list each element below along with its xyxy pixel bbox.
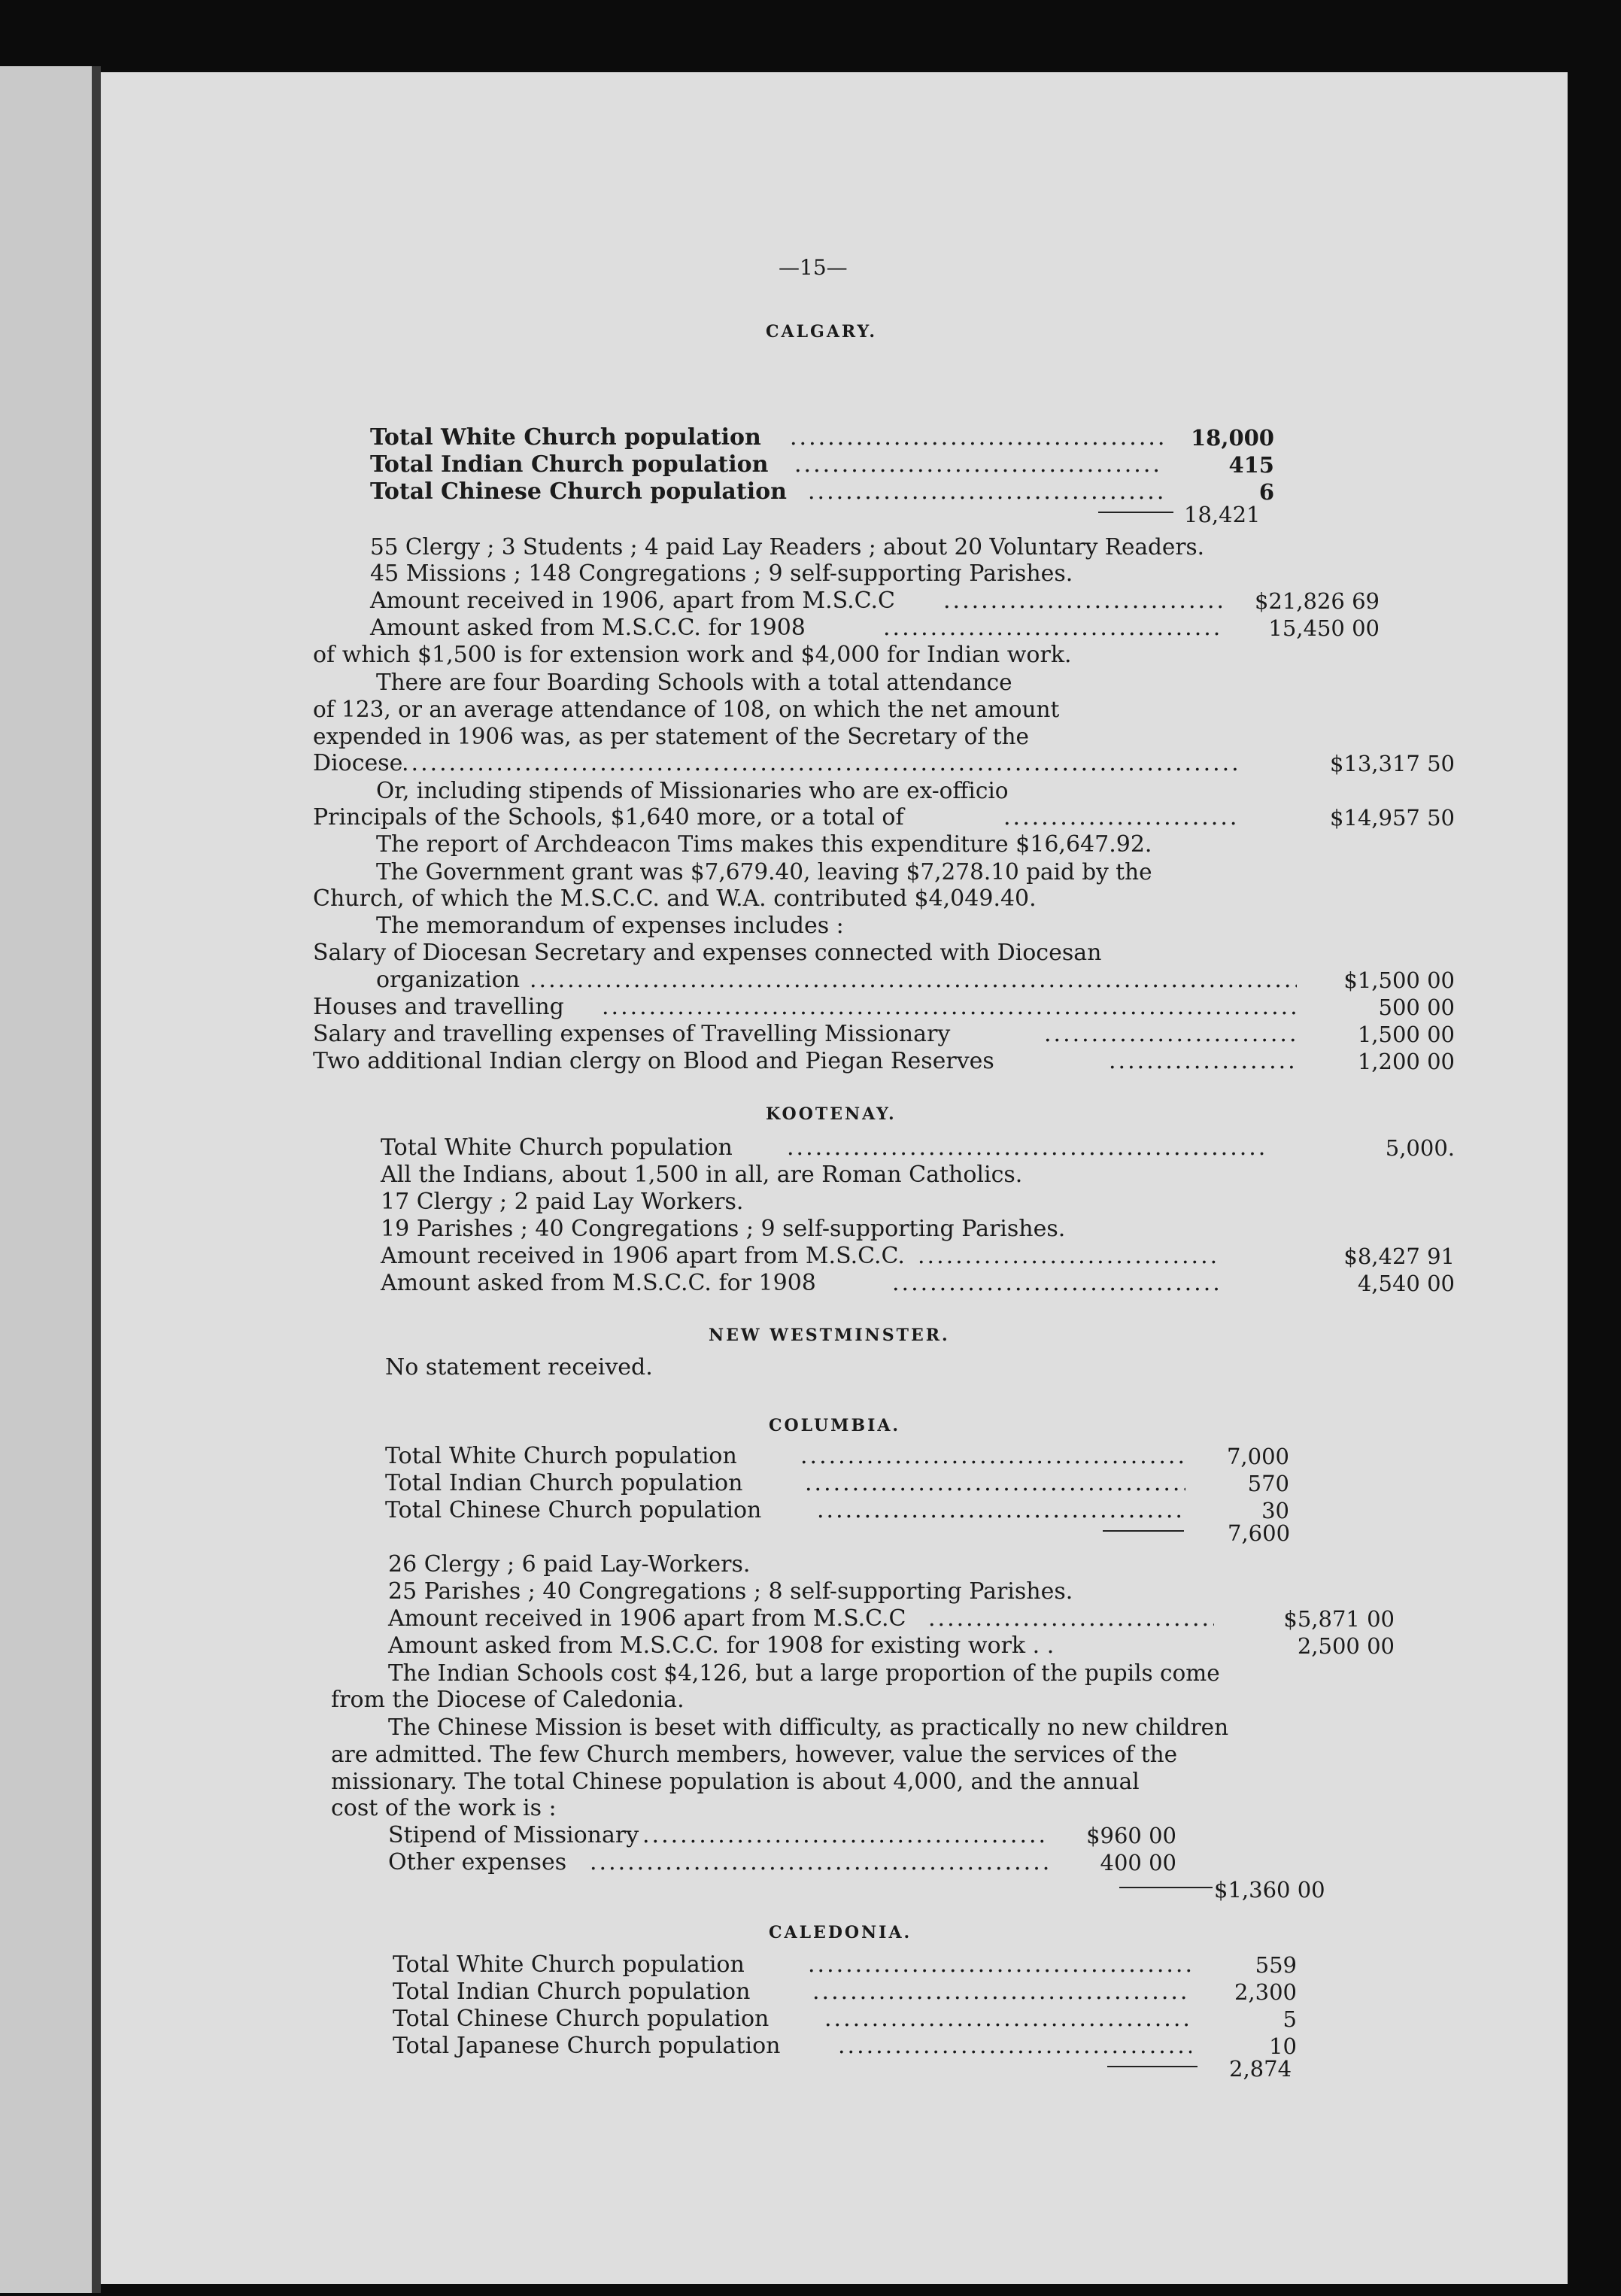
leader-dots — [602, 994, 1297, 1021]
calgary-clergy-line: 55 Clergy ; 3 Students ; 4 paid Lay Readers ; about 20 Voluntary Readers. — [370, 534, 1205, 560]
leader-dots — [1003, 804, 1237, 831]
calgary-stipends-amount: $14,957 50 — [1329, 805, 1455, 831]
caledonia-japanese-value: 10 — [1269, 2033, 1297, 2059]
columbia-chinese-p4: cost of the work is : — [331, 1795, 557, 1821]
calgary-schools-p2: of 123, or an average attendance of 108, on which the net amount — [313, 697, 1060, 722]
columbia-clergy: 26 Clergy ; 6 paid Lay-Workers. — [388, 1551, 751, 1578]
sum-rule — [1119, 1887, 1213, 1888]
calgary-expense-3-amount: 1,500 00 — [1357, 1022, 1455, 1047]
columbia-parishes: 25 Parishes ; 40 Congregations ; 8 self-supporting Parishes. — [388, 1578, 1073, 1605]
sum-rule — [1098, 512, 1173, 513]
kootenay-received-amount: $8,427 91 — [1343, 1244, 1455, 1269]
calgary-memorandum: The memorandum of expenses includes : — [376, 913, 844, 939]
leader-dots — [812, 1979, 1191, 2006]
columbia-asked-amount: 2,500 00 — [1297, 1633, 1395, 1659]
columbia-indian-label: Total Indian Church population — [385, 1470, 743, 1496]
columbia-chinese-value: 30 — [1261, 1498, 1289, 1523]
caledonia-indian-value: 2,300 — [1234, 1979, 1297, 2005]
columbia-asked-label: Amount asked from M.S.C.C. for 1908 for existing work . . — [388, 1632, 1055, 1659]
caledonia-chinese-label: Total Chinese Church population — [393, 2006, 770, 2032]
kootenay-clergy: 17 Clergy ; 2 paid Lay Workers. — [381, 1189, 744, 1215]
calgary-total: 18,421 — [1184, 502, 1261, 527]
calgary-indian-value: 415 — [1228, 452, 1274, 478]
calgary-white-value: 18,000 — [1191, 425, 1274, 451]
calgary-expense-4: Two additional Indian clergy on Blood and Piegan Reserves — [313, 1048, 994, 1074]
facing-page-edge — [0, 66, 92, 2293]
columbia-schools-p2: from the Diocese of Caledonia. — [331, 1687, 685, 1713]
caledonia-japanese-label: Total Japanese Church population — [393, 2033, 781, 2059]
columbia-stipend-label: Stipend of Missionary — [388, 1822, 639, 1848]
calgary-received-label: Amount received in 1906, apart from M.S.C.C — [370, 588, 896, 614]
columbia-other-label: Other expenses — [388, 1849, 567, 1875]
caledonia-indian-label: Total Indian Church population — [393, 1979, 751, 2005]
columbia-total: 7,600 — [1228, 1520, 1291, 1546]
columbia-cost-total: $1,360 00 — [1214, 1877, 1325, 1903]
columbia-chinese-p3: missionary. The total Chinese population is about 4,000, and the annual — [331, 1769, 1140, 1794]
leader-dots — [824, 2006, 1191, 2033]
leader-dots — [530, 967, 1297, 994]
kootenay-asked-label: Amount asked from M.S.C.C. for 1908 — [381, 1270, 816, 1296]
calgary-expense-3: Salary and travelling expenses of Travelling Missionary — [313, 1021, 951, 1047]
calgary-received-amount: $21,826 69 — [1254, 588, 1380, 614]
calgary-expense-2: Houses and travelling — [313, 994, 564, 1020]
calgary-report-line: The report of Archdeacon Tims makes this expenditure $16,647.92. — [376, 831, 1152, 858]
leader-dots — [918, 1243, 1222, 1270]
kootenay-indians: All the Indians, about 1,500 in all, are Roman Catholics. — [381, 1162, 1023, 1188]
calgary-white-label: Total White Church population — [370, 424, 761, 451]
leader-dots — [787, 1134, 1268, 1162]
columbia-white-value: 7,000 — [1226, 1444, 1289, 1469]
calgary-expense-1b: organization — [376, 967, 521, 993]
sum-rule — [1103, 1530, 1184, 1532]
page-number: —15— — [779, 255, 848, 280]
columbia-white-label: Total White Church population — [385, 1443, 737, 1469]
calgary-schools-p1: There are four Boarding Schools with a total attendance — [376, 670, 1012, 695]
columbia-stipend-amount: $960 00 — [1086, 1823, 1176, 1848]
kootenay-received-label: Amount received in 1906 apart from M.S.C.C. — [381, 1243, 905, 1269]
kootenay-white-label: Total White Church population — [381, 1134, 733, 1161]
caledonia-chinese-value: 5 — [1283, 2006, 1297, 2032]
columbia-indian-value: 570 — [1247, 1471, 1289, 1496]
columbia-received-amount: $5,871 00 — [1283, 1606, 1395, 1632]
caledonia-total: 2,874 — [1229, 2056, 1292, 2082]
calgary-government-p1: The Government grant was $7,679.40, leaving $7,278.10 paid by the — [376, 859, 1152, 885]
calgary-stipends-p2: Principals of the Schools, $1,640 more, or a total of — [313, 804, 904, 831]
calgary-expense-1a: Salary of Diocesan Secretary and expenses connected with Diocesan — [313, 940, 1102, 966]
calgary-asked-label: Amount asked from M.S.C.C. for 1908 — [370, 615, 806, 641]
calgary-of-which: of which $1,500 is for extension work and $4,000 for Indian work. — [313, 642, 1072, 668]
calgary-schools-p4: Diocese — [313, 750, 403, 776]
calgary-expense-1-amount: $1,500 00 — [1343, 967, 1455, 993]
calgary-indian-label: Total Indian Church population — [370, 451, 769, 478]
calgary-heading: CALGARY. — [766, 322, 878, 342]
columbia-heading: COLUMBIA. — [769, 1416, 901, 1435]
columbia-other-amount: 400 00 — [1100, 1850, 1176, 1875]
document-page — [101, 72, 1568, 2284]
columbia-chinese-p2: are admitted. The few Church members, however, value the services of the — [331, 1742, 1178, 1767]
caledonia-heading: CALEDONIA. — [769, 1923, 912, 1942]
leader-dots — [402, 750, 1237, 777]
caledonia-white-value: 559 — [1255, 1952, 1297, 1978]
calgary-schools-p3: expended in 1906 was, as per statement of the Secretary of the — [313, 724, 1029, 749]
calgary-stipends-p1: Or, including stipends of Missionaries who are ex-officio — [376, 778, 1009, 803]
kootenay-heading: KOOTENAY. — [766, 1104, 897, 1124]
columbia-chinese-p1: The Chinese Mission is beset with difficulty, as practically no new children — [388, 1714, 1229, 1740]
columbia-schools-p1: The Indian Schools cost $4,126, but a large proportion of the pupils come — [388, 1660, 1220, 1686]
calgary-expense-2-amount: 500 00 — [1378, 995, 1455, 1020]
columbia-received-label: Amount received in 1906 apart from M.S.C.C — [388, 1605, 906, 1632]
leader-dots — [808, 1951, 1191, 1979]
sum-rule — [1107, 2066, 1198, 2067]
kootenay-asked-amount: 4,540 00 — [1357, 1271, 1455, 1296]
calgary-missions-line: 45 Missions ; 148 Congregations ; 9 self-supporting Parishes. — [370, 560, 1073, 587]
kootenay-white-value: 5,000. — [1385, 1135, 1455, 1161]
kootenay-parishes: 19 Parishes ; 40 Congregations ; 9 self-supporting Parishes. — [381, 1216, 1066, 1242]
calgary-government-p2: Church, of which the M.S.C.C. and W.A. contributed $4,049.40. — [313, 885, 1037, 912]
calgary-schools-amount: $13,317 50 — [1329, 751, 1455, 776]
columbia-chinese-label: Total Chinese Church population — [385, 1497, 762, 1523]
book-gutter — [92, 66, 101, 2293]
calgary-chinese-label: Total Chinese Church population — [370, 478, 787, 505]
calgary-asked-amount: 15,450 00 — [1268, 615, 1380, 641]
calgary-chinese-value: 6 — [1258, 479, 1274, 505]
caledonia-white-label: Total White Church population — [393, 1951, 745, 1978]
new-westminster-heading: NEW WESTMINSTER. — [709, 1326, 950, 1345]
new-westminster-text: No statement received. — [385, 1354, 653, 1380]
calgary-expense-4-amount: 1,200 00 — [1357, 1049, 1455, 1074]
leader-dots — [892, 1270, 1222, 1297]
leader-dots — [928, 1605, 1214, 1632]
